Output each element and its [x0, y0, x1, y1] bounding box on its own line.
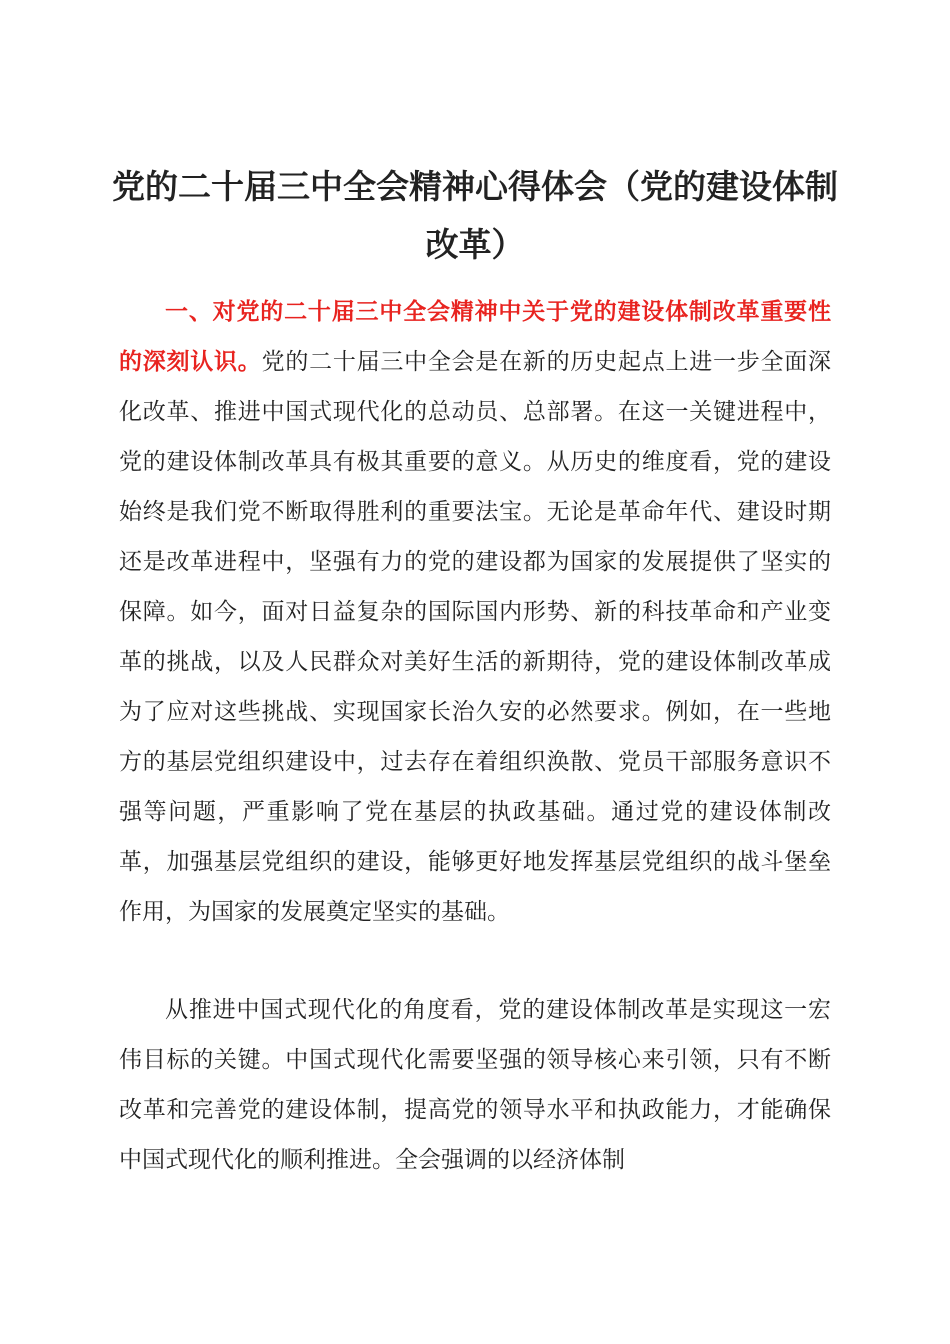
paragraph-2 — [119, 985, 831, 1185]
paragraph-2-text: 从推进中国式现代化的角度看，党的建设体制改革是实现这一宏伟目标的关键。中国式现代化需要坚强的领导核心来引领，只有不断改革和完善党的建设体制，提高党的领导水平和执政能力，才能确保中国式现代化的顺利推进。全会强调的以经济体制 — [119, 997, 831, 1173]
document-title: 党的二十届三中全会精神心得体会（党的建设体制改革） — [112, 167, 838, 264]
section-heading: 一、对党的二十届三中全会精神中关于党的建设体制改革重要性的深刻认识。 — [119, 299, 831, 375]
paragraph-1 — [119, 287, 831, 937]
paragraph-1-text: 党的二十届三中全会是在新的历史起点上进一步全面深化改革、推进中国式现代化的总动员、总部署。在这一关键进程中，党的建设体制改革具有极其重要的意义。从历史的维度看，党的建设始终是我们党不断取得胜利的重要法宝。无论是革命年代、建设时期还是改革进程中，坚强有力的党的建设都为国家的发展提供了坚实的保障。如今，面对日益复杂的国际国内形势、新的科技革命和产业变革的挑战，以及人民群众对美好生活的新期待，党的建设体制改革成为了应对这些挑战、实现国家长治久安的必然要求。例如，在一些地方的基层党组织建设中，过去存在着组织涣散、党员干部服务意识不强等问题，严重影响了党在基层的执政基础。通过党的建设体制改革，加强基层党组织的建设，能够更好地发挥基层党组织的战斗堡垒作用，为国家的发展奠定坚实的基础。 — [119, 349, 832, 925]
